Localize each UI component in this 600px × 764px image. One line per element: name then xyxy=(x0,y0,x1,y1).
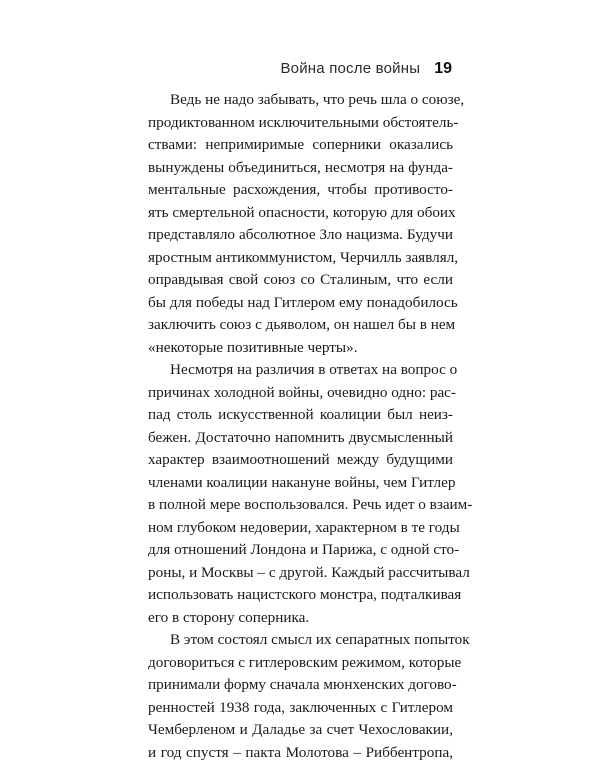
text-line: ментальные расхождения, чтобы противосто- xyxy=(148,179,453,202)
text-line: договориться с гитлеровским режимом, которые xyxy=(148,652,453,675)
text-line: оправдывая свой союз со Сталиным, что если xyxy=(148,269,453,292)
text-line: В этом состоял смысл их сепаратных попыток xyxy=(148,629,453,652)
text-line: ствами: непримиримые соперники оказались xyxy=(148,134,453,157)
text-line: роны, и Москвы – с другой. Каждый рассчитывал xyxy=(148,562,453,585)
text-line: пад столь искусственной коалиции был неиз- xyxy=(148,404,453,427)
text-line: для отношений Лондона и Парижа, с одной сто- xyxy=(148,539,453,562)
running-title: Война после войны xyxy=(280,60,420,77)
text-line: принимали форму сначала мюнхенских догово- xyxy=(148,674,453,697)
text-line: бежен. Достаточно напомнить двусмысленный xyxy=(148,427,453,450)
text-line: «некоторые позитивные черты». xyxy=(148,337,453,360)
text-line: в полной мере воспользовался. Речь идет о взаим- xyxy=(148,494,453,517)
text-line: членами коалиции накануне войны, чем Гитлер xyxy=(148,472,453,495)
text-line: заключить союз с дьяволом, он нашел бы в нем xyxy=(148,314,453,337)
page-number: 19 xyxy=(434,60,452,78)
text-line: и год спустя – пакта Молотова – Риббентропа, xyxy=(148,742,453,764)
text-line: яростным антикоммунистом, Черчилль заявлял, xyxy=(148,247,453,270)
text-line: его в сторону соперника. xyxy=(148,607,453,630)
text-line: причинах холодной войны, очевидно одно: рас- xyxy=(148,382,453,405)
text-line: ять смертельной опасности, которую для обоих xyxy=(148,202,453,225)
text-line: характер взаимоотношений между будущими xyxy=(148,449,453,472)
text-line: ном глубоком недоверии, характерном в те годы xyxy=(148,517,453,540)
body-text xyxy=(148,89,453,764)
text-line: Ведь не надо забывать, что речь шла о союзе, xyxy=(148,89,453,112)
text-line: использовать нацистского монстра, подталкивая xyxy=(148,584,453,607)
text-line: Чемберленом и Даладье за счет Чехословакии, xyxy=(148,719,453,742)
text-line: Несмотря на различия в ответах на вопрос о xyxy=(148,359,453,382)
running-header xyxy=(280,60,452,84)
text-line: бы для победы над Гитлером ему понадобилось xyxy=(148,292,453,315)
text-line: ренностей 1938 года, заключенных с Гитлером xyxy=(148,697,453,720)
text-line: представляло абсолютное Зло нацизма. Будучи xyxy=(148,224,453,247)
text-line: вынуждены объединиться, несмотря на фунда- xyxy=(148,157,453,180)
text-line: продиктованном исключительными обстоятель- xyxy=(148,112,453,135)
